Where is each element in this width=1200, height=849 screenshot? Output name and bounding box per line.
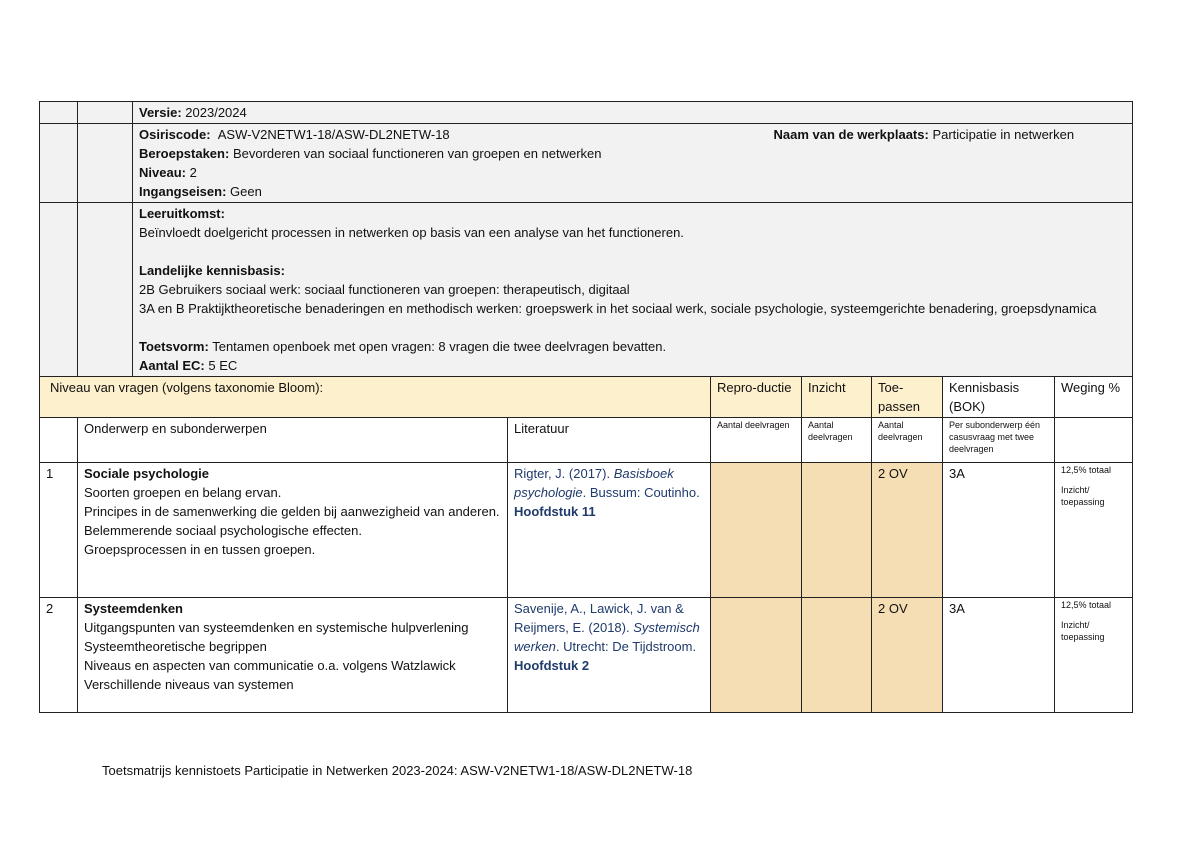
onderwerp-title: Systeemdenken xyxy=(84,601,183,616)
toetsmatrijs-table xyxy=(39,101,1133,713)
aantal-deelvragen-header: Aantal deelvragen xyxy=(802,418,872,463)
weging-total: 12,5% totaal xyxy=(1061,600,1112,610)
ec-value: 5 EC xyxy=(208,358,238,373)
lit-chapter: Hoofdstuk 2 xyxy=(514,658,590,673)
osiris-label: Osiriscode: xyxy=(139,127,211,142)
subonderwerp: Verschillende niveaus van systemen xyxy=(84,677,294,692)
reproductie-cell xyxy=(711,463,802,598)
lit-title: Systemisch werken xyxy=(514,620,700,654)
versie-cell xyxy=(133,102,1133,124)
lit-author: Savenije, A., Lawick, J. van & Reijmers, E. (2018). xyxy=(514,601,684,635)
subonderwerp: Principes in de samenwerking die gelden bij aanwezigheid van anderen. xyxy=(84,504,500,519)
niveau-value: 2 xyxy=(189,165,197,180)
per-subonderwerp-header: Per subonderwerp één casusvraag met twee deelvragen xyxy=(943,418,1055,463)
weging-total: 12,5% totaal xyxy=(1061,465,1112,475)
subheader-row xyxy=(40,418,1133,463)
leeruitkomst-row xyxy=(40,203,1133,377)
versie-value: 2023/2024 xyxy=(185,105,247,120)
inzicht-cell xyxy=(802,463,872,598)
onderwerp-cell xyxy=(78,463,508,598)
weging-header: Weging % xyxy=(1055,377,1133,418)
subonderwerp: Uitgangspunten van systeemdenken en systemische hulpverlening xyxy=(84,620,469,635)
literatuur-cell xyxy=(508,598,711,713)
empty-cell xyxy=(78,102,133,124)
osiris-row xyxy=(40,124,1133,203)
leeruitkomst-cell xyxy=(133,203,1133,377)
beroepstaken-value: Bevorderen van sociaal functioneren van groepen en netwerken xyxy=(232,146,602,161)
leeruitkomst-text: Beïnvloedt doelgericht processen in netwerken op basis van een analyse van het functioneren. xyxy=(139,225,684,240)
kennisbasis-line: 3A en B Praktijktheoretische benaderingen en methodisch werken: groepswerk in het sociaal werk, sociale psychologie, systeemgerichte benadering, groepsdynamica xyxy=(139,301,1097,316)
kennisbasis-heading: Landelijke kennisbasis: xyxy=(139,263,285,278)
row-number: 1 xyxy=(40,463,78,598)
weging-cell xyxy=(1055,463,1133,598)
subonderwerp: Niveaus en aspecten van communicatie o.a. volgens Watzlawick xyxy=(84,658,456,673)
ingangseisen-label: Ingangseisen: xyxy=(139,184,227,199)
versie-label: Versie: xyxy=(139,105,182,120)
toepassen-cell: 2 OV xyxy=(872,598,943,713)
empty-cell xyxy=(40,418,78,463)
osiris-value: ASW-V2NETW1-18/ASW-DL2NETW-18 xyxy=(217,127,450,142)
lit-title: Basisboek psychologie xyxy=(514,466,674,500)
table-row xyxy=(40,598,1133,713)
kennisbasis-cell: 3A xyxy=(943,463,1055,598)
row-number: 2 xyxy=(40,598,78,713)
kennisbasis-line: 2B Gebruikers sociaal werk: sociaal functioneren van groepen: therapeutisch, digitaal xyxy=(139,282,630,297)
weging-cell xyxy=(1055,598,1133,713)
reproductie-cell xyxy=(711,598,802,713)
toetsvorm-label: Toetsvorm: xyxy=(139,339,209,354)
weging-type: Inzicht/ toepassing xyxy=(1061,485,1105,507)
empty-cell xyxy=(78,203,133,377)
aantal-deelvragen-header: Aantal deelvragen xyxy=(872,418,943,463)
ec-label: Aantal EC: xyxy=(139,358,205,373)
page-footer: Toetsmatrijs kennistoets Participatie in Netwerken 2023-2024: ASW-V2NETW1-18/ASW-DL2NETW-18 xyxy=(102,763,693,778)
empty-cell xyxy=(1055,418,1133,463)
weging-type: Inzicht/ toepassing xyxy=(1061,620,1105,642)
onderwerp-header: Onderwerp en subonderwerpen xyxy=(78,418,508,463)
werkplaats-value: Participatie in netwerken xyxy=(932,127,1075,142)
lit-author: Rigter, J. (2017). xyxy=(514,466,611,481)
toepassen-header: Toe-passen xyxy=(872,377,943,418)
niveau-label: Niveau: xyxy=(139,165,186,180)
beroepstaken-label: Beroepstaken: xyxy=(139,146,230,161)
niveau-header-row xyxy=(40,377,1133,418)
werkplaats-label: Naam van de werkplaats: xyxy=(773,127,929,142)
subonderwerp: Systeemtheoretische begrippen xyxy=(84,639,267,654)
reproductie-header: Repro-ductie xyxy=(711,377,802,418)
table-row xyxy=(40,463,1133,598)
subonderwerp: Belemmerende sociaal psychologische effecten. xyxy=(84,523,362,538)
empty-cell xyxy=(40,124,78,203)
literatuur-cell xyxy=(508,463,711,598)
subonderwerp: Groepsprocessen in en tussen groepen. xyxy=(84,542,316,557)
inzicht-cell xyxy=(802,598,872,713)
lit-chapter: Hoofdstuk 11 xyxy=(514,504,596,519)
aantal-deelvragen-header: Aantal deelvragen xyxy=(711,418,802,463)
toetsvorm-value: Tentamen openboek met open vragen: 8 vragen die twee deelvragen bevatten. xyxy=(212,339,667,354)
literatuur-header: Literatuur xyxy=(508,418,711,463)
empty-cell xyxy=(40,102,78,124)
lit-publisher: . Utrecht: De Tijdstroom. xyxy=(555,639,697,654)
onderwerp-cell xyxy=(78,598,508,713)
inzicht-header: Inzicht xyxy=(802,377,872,418)
lit-publisher: . Bussum: Coutinho. xyxy=(582,485,700,500)
niveau-header: Niveau van vragen (volgens taxonomie Bloom): xyxy=(40,377,711,418)
subonderwerp: Soorten groepen en belang ervan. xyxy=(84,485,282,500)
ingangseisen-value: Geen xyxy=(230,184,262,199)
empty-cell xyxy=(78,124,133,203)
leeruitkomst-heading: Leeruitkomst: xyxy=(139,206,225,221)
toepassen-cell: 2 OV xyxy=(872,463,943,598)
versie-row xyxy=(40,102,1133,124)
osiris-cell xyxy=(133,124,1133,203)
kennisbasis-header: Kennisbasis (BOK) xyxy=(943,377,1055,418)
empty-cell xyxy=(40,203,78,377)
kennisbasis-cell: 3A xyxy=(943,598,1055,713)
onderwerp-title: Sociale psychologie xyxy=(84,466,209,481)
